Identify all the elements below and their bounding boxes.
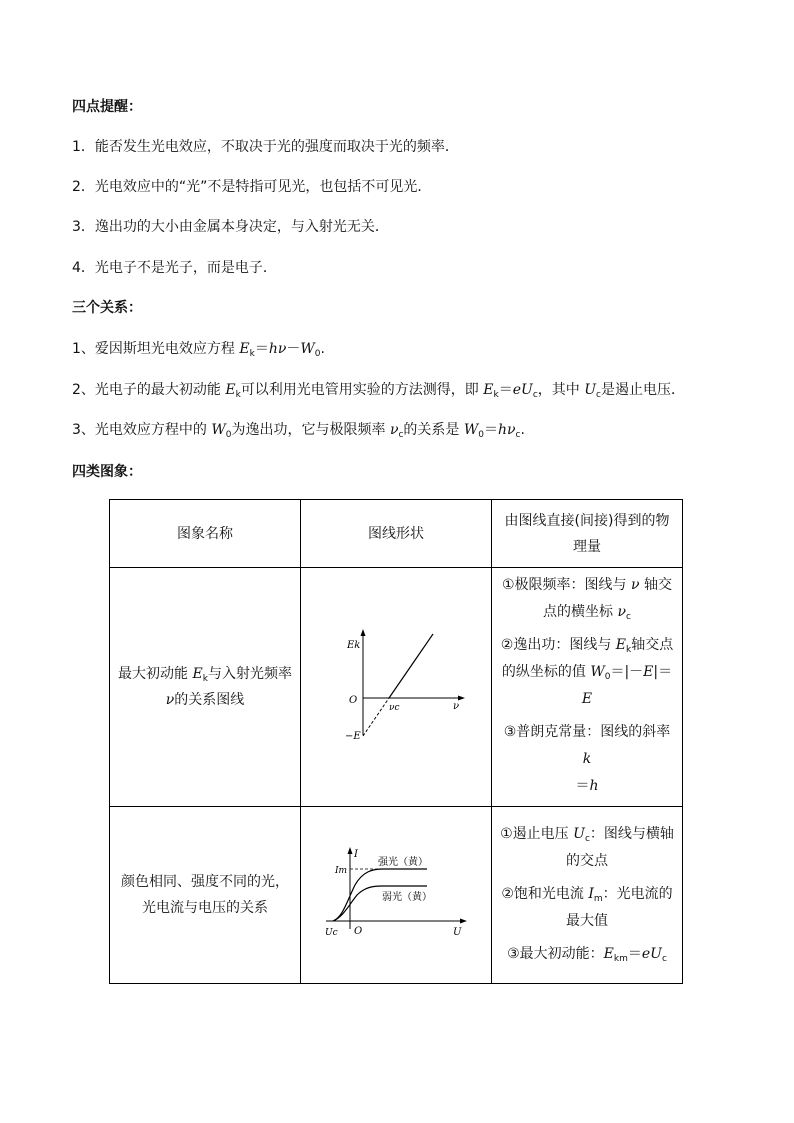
row2-quantity-3: ③最大初动能：$E_{km}=eU_c$ [507,945,667,964]
reminder-1: 1．能否发生光电效应，不取决于光的强度而取决于光的频率． [72,139,459,155]
row1-quantities [492,568,683,807]
row2-graph [301,807,492,984]
graph2-xlabel: U [453,927,462,938]
graph2-origin: O [354,926,363,937]
header-graph-name: 图象名称 [110,500,301,568]
graph2-x-arrow [460,919,467,924]
row2-quantity-1: ①遏止电压 $U_c$：图线与横轴的交点 [500,825,674,869]
graph1-x-intercept: νc [389,703,400,713]
graph2-weak-label: 弱光（黄） [382,892,432,903]
row1-quantity-2: ②逸出功：图线与 $E_k$轴交点的纵坐标的值 $W_0=|-E|=E$ [500,637,674,707]
row1-name: 最大初动能 $E_k$与入射光频率 ν的关系图线 [110,568,301,807]
graph1-extension-dashed [363,698,389,736]
graph1-xlabel: ν [453,701,460,712]
graph-types-table [109,499,683,984]
graph1-x-arrow [458,696,465,701]
row2-quantities [492,807,683,984]
graph2-uc-label: Uc [325,928,338,938]
section-title-graphs: 四类图象： [72,464,142,480]
table-header-row [110,500,683,568]
current-voltage-graph [321,843,471,943]
graph1-origin: O [349,695,358,706]
reminder-2: 2．光电效应中的“光”不是特指可见光，也包括不可见光． [72,179,432,195]
graph1-y-arrow [361,629,366,636]
ek-frequency-graph [321,625,471,745]
reminder-3: 3．逸出功的大小由金属本身决定，与入射光无关． [72,219,389,235]
graph2-ylabel: I [354,849,358,860]
relation-2: 2、光电子的最大初动能 $E_k$可以利用光电管用实验的方法测得，即 $E_k=eU_c$，其中 $U_c$是遏止电压． [72,382,685,400]
reminder-4: 4．光电子不是光子，而是电子． [72,260,277,276]
graph1-ek-line [389,634,433,698]
graph2-strong-label: 强光（黄） [378,857,428,868]
row1-quantity-3: ③普朗克常量：图线的斜率 k ＝h [503,724,671,794]
row1-graph [301,568,492,807]
graph2-im-label: Im [335,866,348,876]
section-title-reminders: 四点提醒： [72,99,142,115]
section-title-relations: 三个关系： [72,300,142,316]
header-graph-shape: 图线形状 [301,500,492,568]
row2-name: 颜色相同、强度不同的光，光电流与电压的关系 [110,807,301,984]
table-row [110,807,683,984]
row2-quantity-2: ②饱和光电流 $I_m$：光电流的最大值 [501,885,673,929]
graph1-ylabel: Ek [347,640,361,651]
graph2-y-arrow [348,847,353,854]
row1-quantity-1: ①极限频率：图线与 ν 轴交点的横坐标 $\nu_c$ [502,577,672,622]
relation-1: 1、爱因斯坦光电效应方程 $E_k=h\nu-W_0$. [72,341,325,359]
table-row [110,568,683,807]
header-physical-quantity: 由图线直接(间接)得到的物理量 [492,500,683,568]
graph1-y-intercept: −E [345,731,361,742]
relation-3: 3、光电效应方程中的 $W_0$为逸出功，它与极限频率 $\nu_c$的关系是 $W_0=h\nu_c$. [72,422,525,440]
